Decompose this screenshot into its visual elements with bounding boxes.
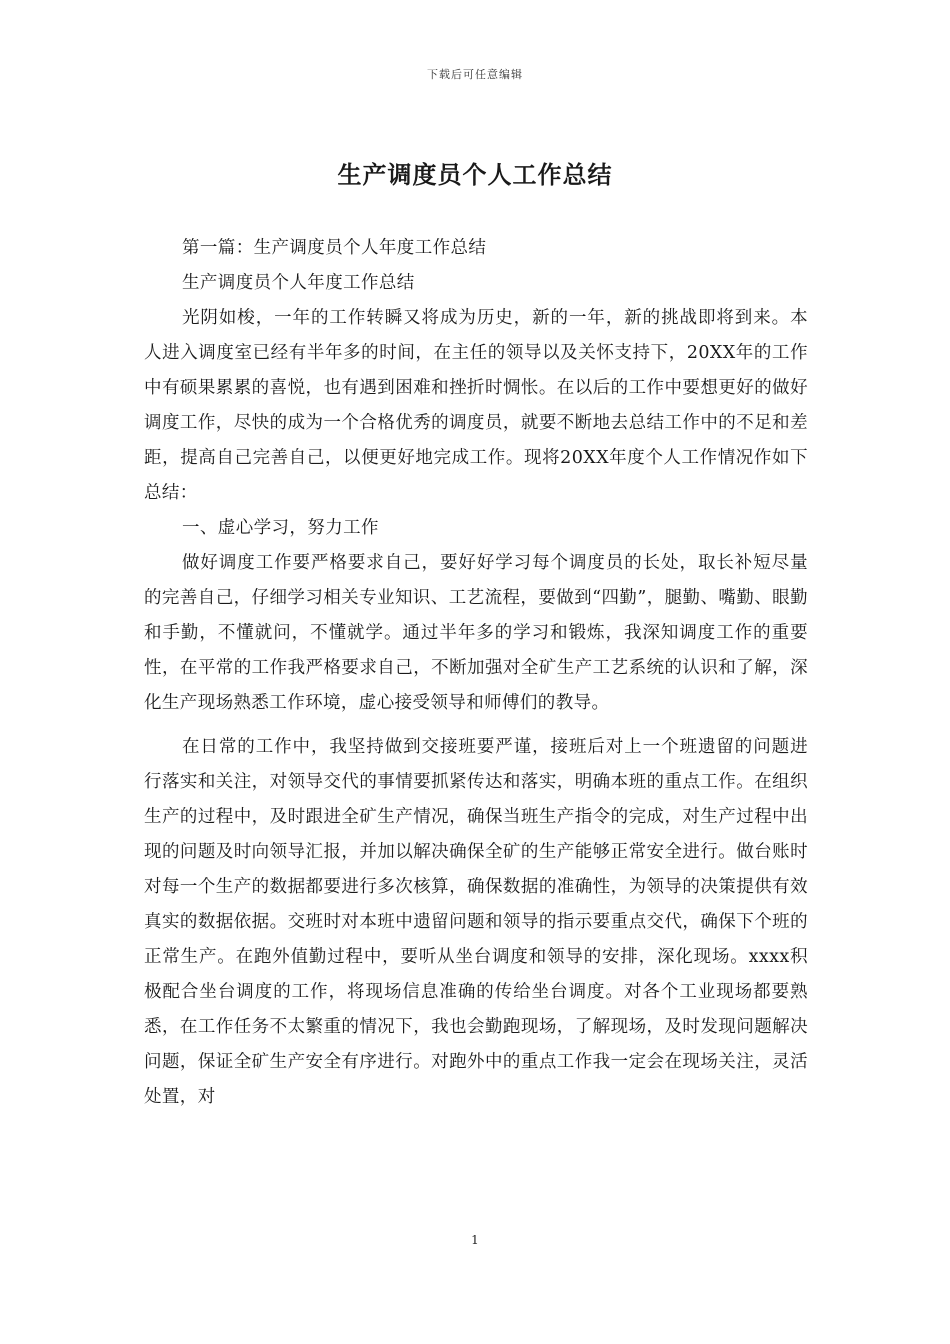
header-note: 下载后可任意编辑 (427, 68, 523, 81)
learning-paragraph: 做好调度工作要严格要求自己，要好好学习每个调度员的长处，取长补短尽量的完善自己，仔细学习相关专业知识、工艺流程，要做到“四勤”，腿勤、嘴勤、眼勤和手勤，不懂就问，不懂就学。通过半年多的学习和锻炼，我深知调度工作的重要性，在平常的工作我严格要求自己，不断加强对全矿生产工艺系统的认识和了解，深化生产现场熟悉工作环境，虚心接受领导和师傅们的教导。 (144, 553, 808, 713)
subtitle-paragraph: 生产调度员个人年度工作总结 (182, 273, 415, 293)
section-heading-learning: 一、虚心学习，努力工作 (182, 518, 379, 538)
intro-paragraph: 光阴如梭，一年的工作转瞬又将成为历史，新的一年，新的挑战即将到来。本人进入调度室已经有半年多的时间，在主任的领导以及关怀支持下，20XX年的工作中有硕果累累的喜悦，也有遇到困难和挫折时惆怅。在以后的工作中要想更好的做好调度工作，尽快的成为一个合格优秀的调度员，就要不断地去总结工作中的不足和差距，提高自己完善自己，以便更好地完成工作。现将20XX年度个人工作情况作如下总结： (144, 308, 808, 503)
daily-work-paragraph: 在日常的工作中，我坚持做到交接班要严谨，接班后对上一个班遗留的问题进行落实和关注，对领导交代的事情要抓紧传达和落实，明确本班的重点工作。在组织生产的过程中，及时跟进全矿生产情况，确保当班生产指令的完成，对生产过程中出现的问题及时向领导汇报，并加以解决确保全矿的生产能够正常安全进行。做台账时对每一个生产的数据都要进行多次核算，确保数据的准确性，为领导的决策提供有效真实的数据依据。交班时对本班中遗留问题和领导的指示要重点交代，确保下个班的正常生产。在跑外值勤过程中，要听从坐台调度和领导的安排，深化现场。xxxx积极配合坐台调度的工作，将现场信息准确的传给坐台调度。对各个工业现场都要熟悉，在工作任务不太繁重的情况下，我也会勤跑现场，了解现场，及时发现问题解决问题，保证全矿生产安全有序进行。对跑外中的重点工作我一定会在现场关注，灵活处置，对 (144, 737, 808, 1107)
document-title: 生产调度员个人工作总结 (337, 160, 613, 189)
section-heading-part-one: 第一篇：生产调度员个人年度工作总结 (182, 238, 487, 258)
document-body (144, 231, 808, 1115)
page-number: 1 (471, 1233, 479, 1247)
